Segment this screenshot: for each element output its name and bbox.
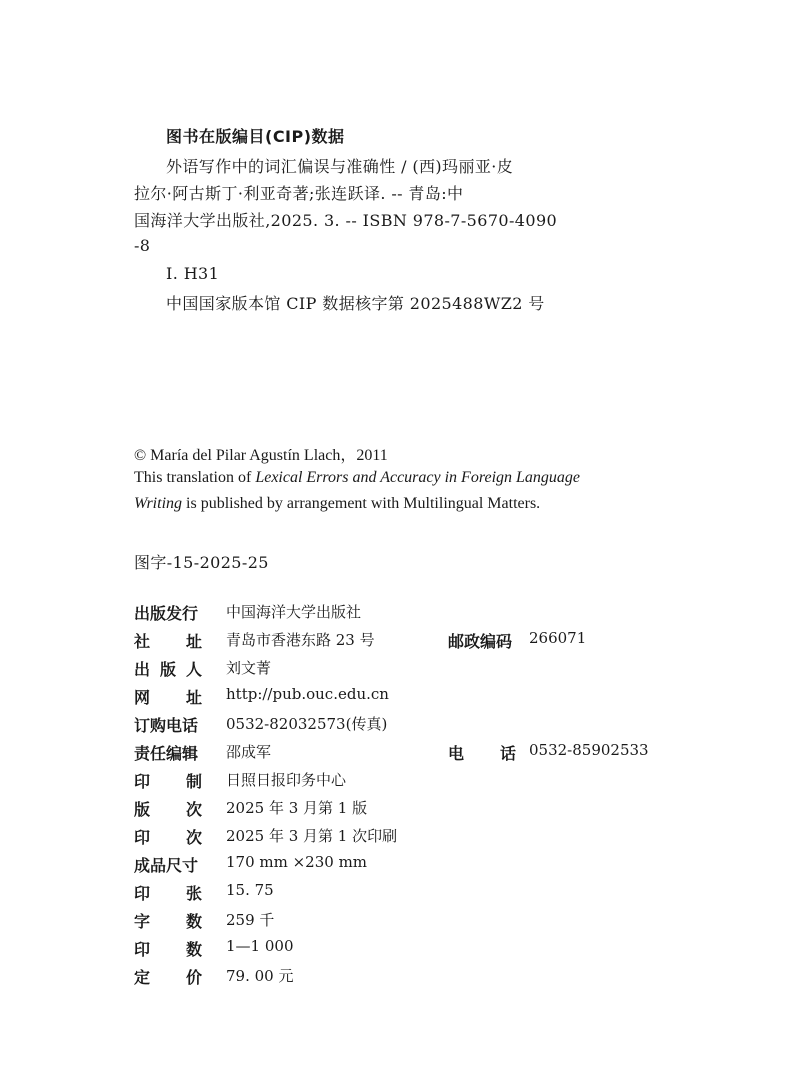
issuer-label bbox=[134, 657, 202, 680]
price-label-char-2: 价 bbox=[185, 968, 202, 987]
copies-label-char-2: 数 bbox=[185, 940, 202, 959]
issuer-label-char-2: 版 bbox=[159, 660, 176, 679]
translation-notice-line-1 bbox=[134, 469, 580, 487]
editor-value: 邵成军 bbox=[226, 743, 272, 761]
printer-label-char-2: 制 bbox=[185, 772, 202, 791]
sheets-label-char-2: 张 bbox=[185, 884, 202, 903]
edition-label-char-2: 次 bbox=[185, 800, 202, 819]
printing-value: 2025 年 3 月第 1 次印刷 bbox=[226, 827, 398, 845]
postcode-label: 邮政编码 bbox=[448, 632, 513, 651]
address-label-char-2: 址 bbox=[185, 632, 202, 651]
size-value: 170 mm ×230 mm bbox=[226, 853, 368, 871]
address-value: 青岛市香港东路 23 号 bbox=[226, 631, 375, 649]
price-value: 79. 00 元 bbox=[226, 967, 294, 985]
words-label-char-1: 字 bbox=[134, 912, 151, 931]
size-label: 成品尺寸 bbox=[134, 856, 199, 875]
price-label bbox=[134, 965, 202, 988]
cip-line-4: -8 bbox=[134, 236, 151, 255]
copies-label bbox=[134, 937, 202, 960]
publisher-label: 出版发行 bbox=[134, 604, 199, 623]
issuer-label-char-1: 出 bbox=[134, 660, 151, 679]
words-label-char-2: 数 bbox=[185, 912, 202, 931]
issuer-label-char-3: 人 bbox=[185, 660, 202, 679]
publisher-value: 中国海洋大学出版社 bbox=[226, 603, 362, 621]
words-label bbox=[134, 909, 202, 932]
printing-label bbox=[134, 825, 202, 848]
web-label-char-2: 址 bbox=[185, 688, 202, 707]
cip-title: 图书在版编目(CIP)数据 bbox=[166, 127, 345, 146]
sheets-value: 15. 75 bbox=[226, 881, 274, 899]
printing-label-char-2: 次 bbox=[185, 828, 202, 847]
address-label-char-1: 社 bbox=[134, 632, 151, 651]
translation-notice-line-2 bbox=[134, 495, 540, 513]
web-value: http://pub.ouc.edu.cn bbox=[226, 685, 389, 703]
copies-value: 1—1 000 bbox=[226, 937, 294, 955]
printer-label bbox=[134, 769, 202, 792]
cip-line-3: 国海洋大学出版社,2025. 3. -- ISBN 978-7-5670-4090 bbox=[134, 211, 558, 230]
translation-suffix: is published by arrangement with Multilingual Matters. bbox=[182, 495, 541, 512]
order-phone-label: 订购电话 bbox=[134, 716, 199, 735]
phone-label-char-1: 电 bbox=[448, 744, 465, 763]
order-phone-value: 0532-82032573(传真) bbox=[226, 715, 388, 733]
edition-value: 2025 年 3 月第 1 版 bbox=[226, 799, 368, 817]
address-label bbox=[134, 629, 202, 652]
issuer-value: 刘文菁 bbox=[226, 659, 272, 677]
copyright-line: © María del Pilar Agustín Llach，2011 bbox=[134, 447, 388, 464]
edition-label-char-1: 版 bbox=[134, 800, 151, 819]
editor-label: 责任编辑 bbox=[134, 744, 199, 763]
phone-value: 0532-85902533 bbox=[529, 741, 649, 759]
cip-classification: Ⅰ. H31 bbox=[166, 264, 220, 283]
printer-label-char-1: 印 bbox=[134, 772, 151, 791]
phone-label bbox=[448, 741, 516, 764]
web-label-char-1: 网 bbox=[134, 688, 151, 707]
sheets-label bbox=[134, 881, 202, 904]
printer-value: 日照日报印务中心 bbox=[226, 771, 347, 789]
web-label bbox=[134, 685, 202, 708]
phone-label-char-2: 话 bbox=[499, 744, 516, 763]
cip-record-number: 中国国家版本馆 CIP 数据核字第 2025488WZ2 号 bbox=[166, 294, 545, 313]
edition-label bbox=[134, 797, 202, 820]
original-title-part-1: Lexical Errors and Accuracy in Foreign Language bbox=[255, 469, 581, 486]
words-value: 259 千 bbox=[226, 911, 275, 929]
postcode-value: 266071 bbox=[529, 629, 587, 647]
sheets-label-char-1: 印 bbox=[134, 884, 151, 903]
cip-line-1: 外语写作中的词汇偏误与准确性 / (西)玛丽亚·皮 bbox=[166, 157, 514, 176]
copies-label-char-1: 印 bbox=[134, 940, 151, 959]
registration-number: 图字-15-2025-25 bbox=[134, 553, 269, 572]
price-label-char-1: 定 bbox=[134, 968, 151, 987]
translation-prefix: This translation of bbox=[134, 469, 256, 486]
original-title-part-2: Writing bbox=[134, 495, 183, 512]
cip-line-2: 拉尔·阿古斯丁·利亚奇著;张连跃译. -- 青岛:中 bbox=[134, 184, 464, 203]
printing-label-char-1: 印 bbox=[134, 828, 151, 847]
